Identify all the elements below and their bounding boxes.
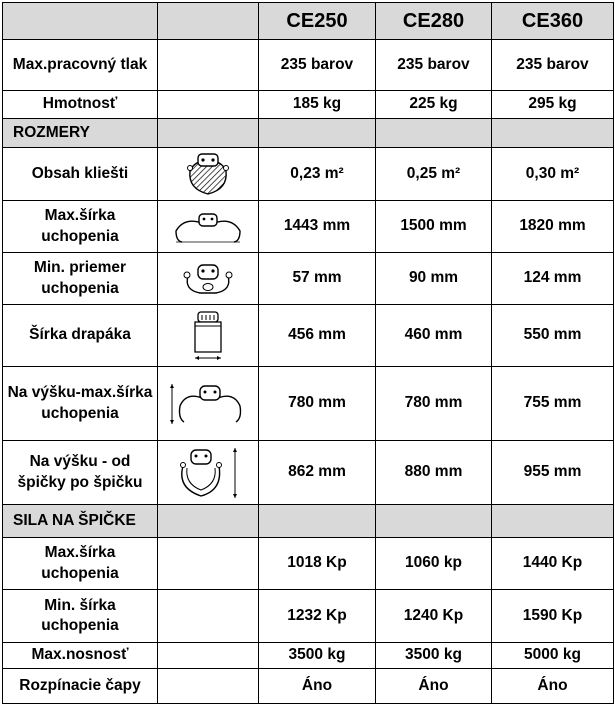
section-empty-cell bbox=[259, 119, 376, 148]
value-ce280: 1500 mm bbox=[376, 201, 492, 253]
row-height-tip-to-tip bbox=[3, 441, 614, 505]
row-grapple-width bbox=[3, 305, 614, 367]
row-label: Obsah kliešti bbox=[3, 148, 158, 201]
value-ce250: 1443 mm bbox=[259, 201, 376, 253]
value-ce280: Áno bbox=[376, 669, 492, 704]
value-ce280: 0,25 m² bbox=[376, 148, 492, 201]
grapple-height-tip-icon bbox=[173, 444, 243, 502]
value-ce280: 780 mm bbox=[376, 367, 492, 441]
value-ce250: 862 mm bbox=[259, 441, 376, 505]
value-ce360: 955 mm bbox=[492, 441, 614, 505]
row-max-grip-width bbox=[3, 201, 614, 253]
header-label-cell bbox=[3, 3, 158, 40]
row-label: Na výšku-max.šírka uchopenia bbox=[3, 367, 158, 441]
row-force-max-width bbox=[3, 538, 614, 590]
value-ce360: 755 mm bbox=[492, 367, 614, 441]
row-label: Hmotnosť bbox=[3, 91, 158, 119]
grapple-area-icon bbox=[182, 151, 234, 197]
row-max-pressure bbox=[3, 40, 614, 91]
icon-cell-empty bbox=[158, 643, 259, 669]
row-force-min-width bbox=[3, 590, 614, 643]
value-ce280: 460 mm bbox=[376, 305, 492, 367]
icon-cell-empty bbox=[158, 91, 259, 119]
row-area bbox=[3, 148, 614, 201]
value-ce360: 1590 Kp bbox=[492, 590, 614, 643]
value-ce360: Áno bbox=[492, 669, 614, 704]
value-ce250: 0,23 m² bbox=[259, 148, 376, 201]
value-ce280: 1060 kp bbox=[376, 538, 492, 590]
icon-cell-empty bbox=[158, 590, 259, 643]
spec-table bbox=[2, 2, 614, 704]
row-label: Šírka drapáka bbox=[3, 305, 158, 367]
row-label: Max.šírka uchopenia bbox=[3, 538, 158, 590]
section-label: ROZMERY bbox=[3, 119, 158, 148]
row-label: Rozpínacie čapy bbox=[3, 669, 158, 704]
section-force bbox=[3, 505, 614, 538]
value-ce280: 1240 Kp bbox=[376, 590, 492, 643]
grapple-closed-icon bbox=[178, 260, 238, 298]
row-height-max-width bbox=[3, 367, 614, 441]
value-ce250: 235 barov bbox=[259, 40, 376, 91]
row-label: Max.nosnosť bbox=[3, 643, 158, 669]
value-ce250: 780 mm bbox=[259, 367, 376, 441]
section-empty-cell bbox=[259, 505, 376, 538]
icon-cell-empty bbox=[158, 669, 259, 704]
value-ce360: 5000 kg bbox=[492, 643, 614, 669]
value-ce360: 0,30 m² bbox=[492, 148, 614, 201]
section-empty-cell bbox=[492, 505, 614, 538]
section-dimensions bbox=[3, 119, 614, 148]
value-ce250: 185 kg bbox=[259, 91, 376, 119]
value-ce360: 1820 mm bbox=[492, 201, 614, 253]
model-ce360: CE360 bbox=[492, 3, 614, 40]
row-weight bbox=[3, 91, 614, 119]
value-ce250: 3500 kg bbox=[259, 643, 376, 669]
grapple-open-icon bbox=[172, 209, 244, 245]
section-empty-cell bbox=[376, 119, 492, 148]
header-row bbox=[3, 3, 614, 40]
value-ce280: 880 mm bbox=[376, 441, 492, 505]
grapple-side-icon bbox=[188, 308, 228, 364]
value-ce250: 1018 Kp bbox=[259, 538, 376, 590]
section-empty-cell bbox=[376, 505, 492, 538]
value-ce250: 456 mm bbox=[259, 305, 376, 367]
value-ce360: 1440 Kp bbox=[492, 538, 614, 590]
row-max-capacity bbox=[3, 643, 614, 669]
value-ce250: Áno bbox=[259, 669, 376, 704]
row-label: Min. šírka uchopenia bbox=[3, 590, 158, 643]
value-ce280: 235 barov bbox=[376, 40, 492, 91]
value-ce280: 90 mm bbox=[376, 253, 492, 305]
row-label: Na výšku - od špičky po špičku bbox=[3, 441, 158, 505]
value-ce360: 124 mm bbox=[492, 253, 614, 305]
grapple-height-open-icon bbox=[166, 378, 250, 430]
section-empty-cell bbox=[492, 119, 614, 148]
section-empty-cell bbox=[158, 505, 259, 538]
row-label: Max.šírka uchopenia bbox=[3, 201, 158, 253]
row-label: Min. priemer uchopenia bbox=[3, 253, 158, 305]
row-min-grip-diameter bbox=[3, 253, 614, 305]
header-icon-cell bbox=[158, 3, 259, 40]
icon-cell-empty bbox=[158, 40, 259, 91]
section-label: SILA NA ŠPIČKE bbox=[3, 505, 158, 538]
value-ce360: 295 kg bbox=[492, 91, 614, 119]
value-ce280: 3500 kg bbox=[376, 643, 492, 669]
value-ce360: 235 barov bbox=[492, 40, 614, 91]
value-ce280: 225 kg bbox=[376, 91, 492, 119]
row-label: Max.pracovný tlak bbox=[3, 40, 158, 91]
value-ce250: 1232 Kp bbox=[259, 590, 376, 643]
section-empty-cell bbox=[158, 119, 259, 148]
model-ce250: CE250 bbox=[259, 3, 376, 40]
value-ce250: 57 mm bbox=[259, 253, 376, 305]
row-rotating-pins bbox=[3, 669, 614, 704]
value-ce360: 550 mm bbox=[492, 305, 614, 367]
icon-cell-empty bbox=[158, 538, 259, 590]
model-ce280: CE280 bbox=[376, 3, 492, 40]
